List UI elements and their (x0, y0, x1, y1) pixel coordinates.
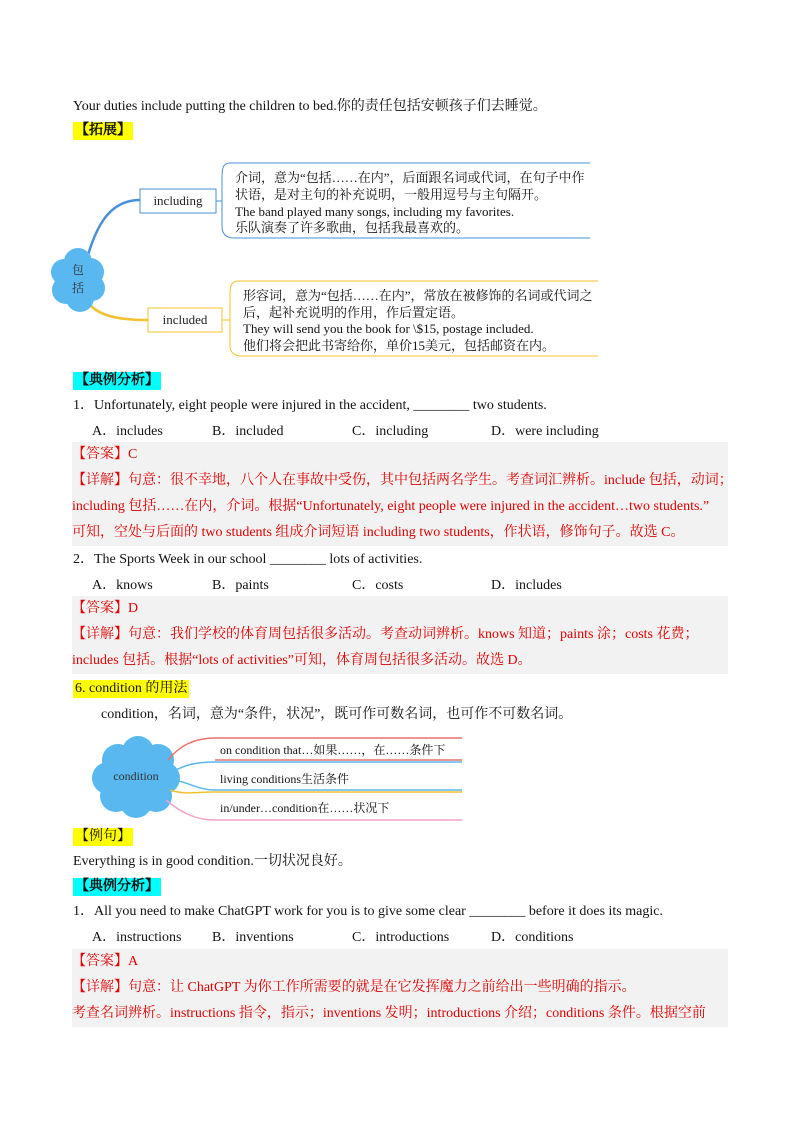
q3-detail-1: 【详解】句意：让 ChatGPT 为你工作所需要的就是在它发挥魔力之前给出一些明确的指示。 (72, 980, 636, 995)
cloud-label-top: 包 (71, 263, 84, 277)
including-desc-1: 介词，意为“包括……在内”，后面跟名词或代词，在句子中作 (235, 170, 585, 185)
q2-option-d: D．includes (491, 578, 562, 593)
q1-option-c: C．including (352, 424, 429, 439)
q2-option-c: C．costs (352, 578, 404, 593)
intro-sentence: Your duties include putting the children to bed.你的责任包括安顿孩子们去睡觉。 (73, 99, 547, 114)
section6-desc: condition，名词，意为“条件，状况”，既可作可数名词，也可作不可数名词。 (101, 707, 573, 722)
q1-option-d: D．were including (491, 424, 599, 439)
branch-included-label: included (162, 312, 208, 327)
q3-option-b: B．inventions (212, 930, 294, 945)
q3-option-d: D．conditions (491, 930, 574, 945)
q1-detail-1: 【详解】句意：很不幸地，八个人在事故中受伤，其中包括两名学生。考查词汇辨析。include 包括，动词； (72, 473, 733, 488)
included-example-zh: 他们将会把此书寄给你，单价15美元，包括邮资在内。 (243, 338, 556, 353)
q2-detail-2: includes 包括。根据“lots of activities”可知，体育周包括很多活动。故选 D。 (72, 653, 532, 668)
included-desc-2: 后，起补充说明的作用，作后置定语。 (243, 305, 465, 320)
included-example-en: They will send you the book for \$15, postage included. (243, 321, 534, 336)
q2-option-a: A．knows (92, 578, 153, 593)
condition-item-2: living conditions生活条件 (220, 772, 350, 786)
q3-stem: 1．All you need to make ChatGPT work for you is to give some clear ________ before it does its magic. (73, 904, 663, 919)
q1-detail-3: 可知，空处与后面的 two students 组成介词短语 including two students，作状语，修饰句子。故选 C。 (72, 525, 685, 540)
cloud-label-bottom: 括 (71, 281, 84, 295)
including-example-zh: 乐队演奏了许多歌曲，包括我最喜欢的。 (235, 220, 470, 235)
q2-option-b: B．paints (212, 578, 269, 593)
q1-option-b: B．included (212, 424, 284, 439)
example-sentence-tag: 【例句】 (75, 829, 131, 844)
extend-tag: 【拓展】 (75, 123, 131, 138)
q1-stem: 1．Unfortunately, eight people were injured in the accident, ________ two students. (73, 398, 547, 413)
condition-cloud-label: condition (113, 769, 159, 783)
section6-title: 6. condition 的用法 (75, 681, 188, 696)
q3-detail-2: 考查名词辨析。instructions 指令，指示；inventions 发明；introductions 介绍；conditions 条件。根据空前 (72, 1006, 706, 1021)
condition-item-3: in/under…condition在……状况下 (220, 801, 390, 815)
condition-item-1: on condition that…如果……，在……条件下 (220, 743, 446, 757)
including-example-en: The band played many songs, including my favorites. (235, 204, 515, 219)
q3-answer: 【答案】A (72, 954, 139, 969)
example-sentence: Everything is in good condition.一切状况良好。 (73, 854, 352, 869)
q3-option-a: A．instructions (92, 930, 182, 945)
example-analysis-tag-2: 【典例分析】 (75, 879, 159, 894)
q2-stem: 2．The Sports Week in our school ________ lots of activities. (73, 552, 423, 567)
included-desc-1: 形容词，意为“包括……在内”，常放在被修饰的名词或代词之 (243, 288, 593, 303)
q1-answer: 【答案】C (72, 447, 138, 462)
example-analysis-tag-1: 【典例分析】 (75, 373, 159, 388)
q3-answer-box (72, 949, 728, 1027)
q2-detail-1: 【详解】句意：我们学校的体育周包括很多活动。考查动词辨析。knows 知道；paints 涂；costs 花费； (72, 627, 699, 642)
including-desc-2: 状语，是对主句的补充说明，一般用逗号与主句隔开。 (235, 187, 548, 202)
q1-option-a: A．includes (92, 424, 163, 439)
branch-including-label: including (153, 193, 203, 208)
q3-option-c: C．introductions (352, 930, 450, 945)
q1-detail-2: including 包括……在内，介词。根据“Unfortunately, eight people were injured in the accident…two students.” (72, 499, 710, 514)
q2-answer: 【答案】D (72, 601, 139, 616)
